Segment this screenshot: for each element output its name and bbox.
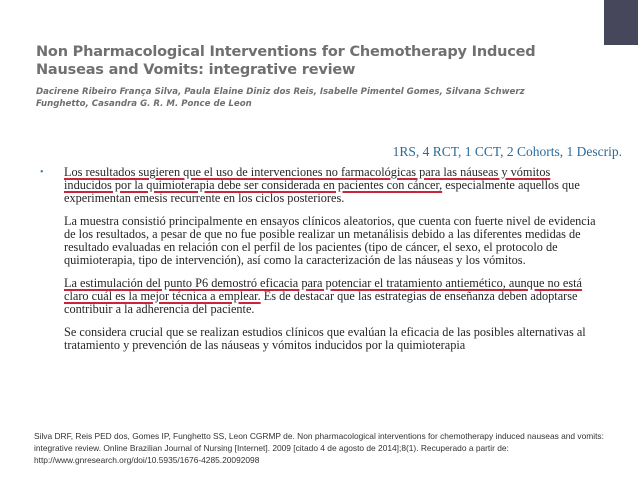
paper-title: Non Pharmacological Interventions for Chemotherapy Induced Nauseas and Vomits: integrative review	[36, 44, 536, 78]
paper-header	[36, 43, 596, 110]
paragraph-sample	[64, 215, 600, 267]
reference-citation: Silva DRF, Reis PED dos, Gomes IP, Funghetto SS, Leon CGRMP de. Non pharmacological interventions for chemotherapy induced nauseas and vomits: integrative review. Online Brazilian Journal of Nursing [Internet]. 2009 [citado 4 de agosto de 2014];8(1). Recuperado a partir de: http://www.gnresearch.org/doi/10.5935/1676-4285.20092098	[34, 431, 604, 465]
paragraph-conclusion-text: Se considera crucial que se realizan estudios clínicos que evalúan la eficacia de las posibles alternativas al tratamiento y prevención de las náuseas y vómitos inducidos por la quimioterapia	[64, 325, 586, 352]
bullet-underlined-text: Los resultados sugieren que el uso de intervenciones no farmacológicas para las náuseas y vómitos inducidos por la quimioterapia debe ser considerada en pacientes con cáncer,	[64, 165, 551, 192]
paragraph-conclusion	[64, 326, 600, 352]
paper-authors: Dacirene Ribeiro França Silva, Paula Elaine Diniz dos Reis, Isabelle Pimentel Gomes, Silvana Schwerz Funghetto, Casandra G. R. M. Ponce de Leon	[36, 87, 525, 109]
paragraph-p6-rest: Es de destacar que las estrategias de enseñanza deben adoptarse contribuir a la adherencia del paciente.	[64, 289, 578, 316]
bullet-text	[64, 166, 600, 205]
paragraph-p6-underlined: La estimulación del punto P6 demostró eficacia para potenciar el tratamiento antiemético, aunque no está claro cuál es la mejor técnica a emplear.	[64, 276, 582, 303]
paragraph-p6-text	[64, 277, 600, 316]
bullet-item	[40, 166, 600, 205]
paragraph-sample-text: La muestra consistió principalmente en ensayos clínicos aleatorios, que cuenta con fuerte nivel de evidencia de los resultados, a pesar de que no fue posible realizar un metanálisis debido a las diferentes medidas de resultado evaluadas en relación con el perfil de los pacientes (tipo de cáncer, el sexo, el protocolo de quimioterapia, tipo de intervención), así como la caracterización de las náuseas y los vómitos.	[64, 214, 596, 267]
bullet-dot-icon: •	[40, 167, 44, 178]
slide-content	[40, 166, 600, 352]
bullet-rest-text: especialmente aquellos que experimentan emesis recurrente en los ciclos posteriores.	[64, 178, 580, 205]
paragraph-p6	[64, 277, 600, 316]
corner-decoration	[604, 0, 638, 45]
study-summary: 1RS, 4 RCT, 1 CCT, 2 Cohorts, 1 Descrip.	[392, 144, 622, 159]
